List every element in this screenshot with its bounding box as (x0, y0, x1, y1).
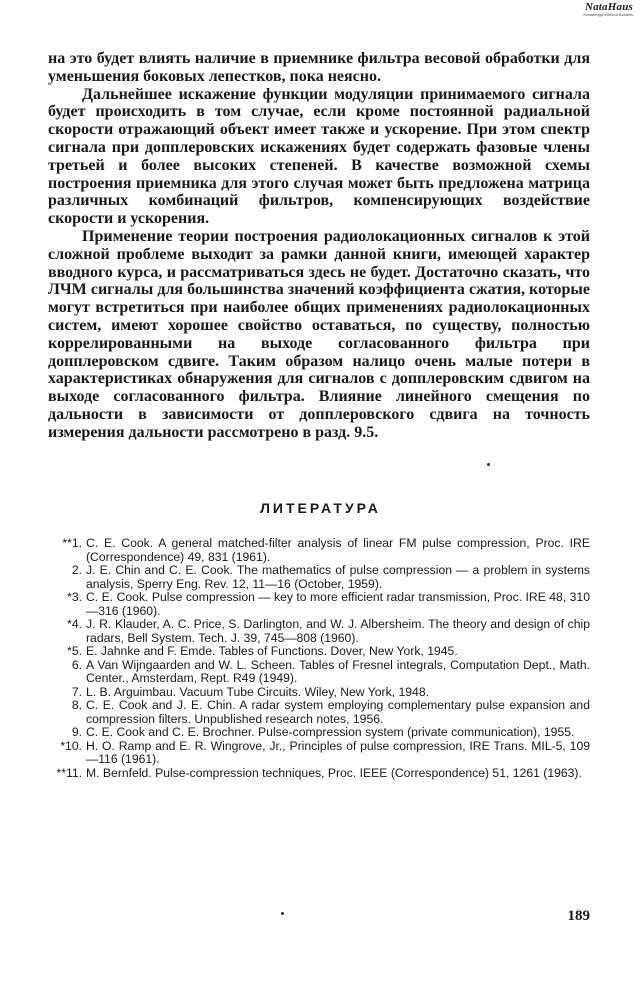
reference-number: 2. (71, 563, 82, 577)
reference-text: L. B. Arguimbau. Vacuum Tube Circuits. Wiley, New York, 1948. (86, 684, 429, 699)
reference-item (46, 726, 590, 740)
literature-heading: ЛИТЕРАТУРА (260, 500, 381, 516)
reference-item (46, 686, 590, 700)
reference-text: J. E. Chin and C. E. Cook. The mathematics of pulse compression — a problem in systems analysis, Sperry Eng. Rev. 12, 11—16 (October, 1959). (86, 563, 590, 591)
reference-item (46, 537, 590, 564)
watermark-logo (583, 2, 633, 17)
reference-item (46, 659, 590, 686)
reference-text: C. E. Cook and J. E. Chin. A radar system employing complementary pulse expansion and compression filters. Unpublished research notes, 1956. (86, 698, 590, 726)
reference-item (46, 767, 590, 781)
reference-text: C. E. Cook. Pulse compression — key to more efficient radar transmission, Proc. IRE 48, 310—316 (1960). (86, 590, 590, 618)
paragraph-1: на это будет влиять наличие в приемнике фильтра весовой обработки для уменьшения боковых лепестков, пока неясно. (48, 50, 590, 85)
reference-text: J. R. Klauder, A. C. Price, S. Darlington, and W. J. Albersheim. The theory and design of chip radars, Bell System. Tech. J. 39, 745—808 (1960). (86, 617, 590, 645)
paragraph-2: Дальнейшее искажение функции модуляции принимаемого сигнала будет происходить в том случае, если кроме постоянной радиальной скорости отражающий объект имеет также и ускорение. При этом спектр сигнала при допплеровских искажениях будет содержать фазовые члены третьей и более высоких степеней. В качестве возможной схемы построения приемника для этого случая может быть предложена матрица различных комбинаций фильтров, компенсирующих воздействие скорости и ускорения. (48, 85, 590, 228)
watermark-name: NataHaus (584, 1, 633, 13)
reference-item (46, 591, 590, 618)
reference-text: M. Bernfeld. Pulse-compression techniques, Proc. IEEE (Correspondence) 51, 1261 (1963). (86, 765, 582, 780)
reference-number: 8. (71, 698, 82, 712)
reference-list (46, 537, 590, 780)
reference-item (46, 699, 590, 726)
reference-text: C. E. Cook. A general matched-filter analysis of linear FM pulse compression, Proc. IRE (Correspondence) 49, 831 (1961). (86, 536, 590, 564)
reference-item (46, 645, 590, 659)
page-number: 189 (567, 908, 590, 924)
reference-number: *10. (60, 738, 82, 753)
reference-number: **1. (62, 536, 82, 550)
reference-text: E. Jahnke and F. Emde. Tables of Functions. Dover, New York, 1945. (86, 644, 458, 658)
reference-text: C. E. Cook and C. E. Brochner. Pulse-compression system (private communication), 1955. (86, 725, 575, 739)
reference-number: *4. (67, 617, 82, 631)
reference-number: 7. (71, 684, 82, 699)
print-speck (487, 463, 490, 466)
reference-item (46, 618, 590, 645)
body-text (48, 50, 590, 442)
reference-number: *5. (67, 644, 82, 658)
reference-item (46, 740, 590, 767)
reference-item (46, 564, 590, 591)
reference-number: 6. (71, 657, 82, 672)
reference-number: 9. (71, 725, 82, 739)
reference-text: A Van Wijngaarden and W. L. Scheen. Tables of Fresnel integrals, Computation Dept., Math. Center., Amsterdam, Rept. R49 (1949). (86, 657, 590, 685)
reference-text: H. O. Ramp and E. R. Wingrove, Jr., Principles of pulse compression, IRE Trans. MIL-5, 109—116 (1961). (86, 738, 590, 766)
paragraph-3: Применение теории построения радиолокационных сигналов к этой сложной проблеме выходит за рамки данной книги, имеющей характер вводного курса, и рассматриваться здесь не будет. Достаточно сказать, что ЛЧМ сигналы для большинства значений коэффициента сжатия, которые могут встретиться при наиболее общих применениях радиолокационных систем, имеют хорошее свойство оставаться, по существу, полностью коррелированными на выходе согласованного фильтра при допплеровском сдвиге. Таким образом налицо очень малые потери в характеристиках обнаружения для сигналов с допплеровским сдвигом на выходе согласованного фильтра. Влияние линейного смещения по дальности в зависимости от допплеровского сдвига на точность измерения дальности рассмотрено в разд. 9.5. (48, 227, 590, 441)
reference-number: **11. (56, 765, 82, 780)
watermark-tagline: Knowledge Without Borders (583, 12, 633, 17)
reference-number: *3. (67, 590, 82, 604)
print-speck (281, 912, 284, 915)
